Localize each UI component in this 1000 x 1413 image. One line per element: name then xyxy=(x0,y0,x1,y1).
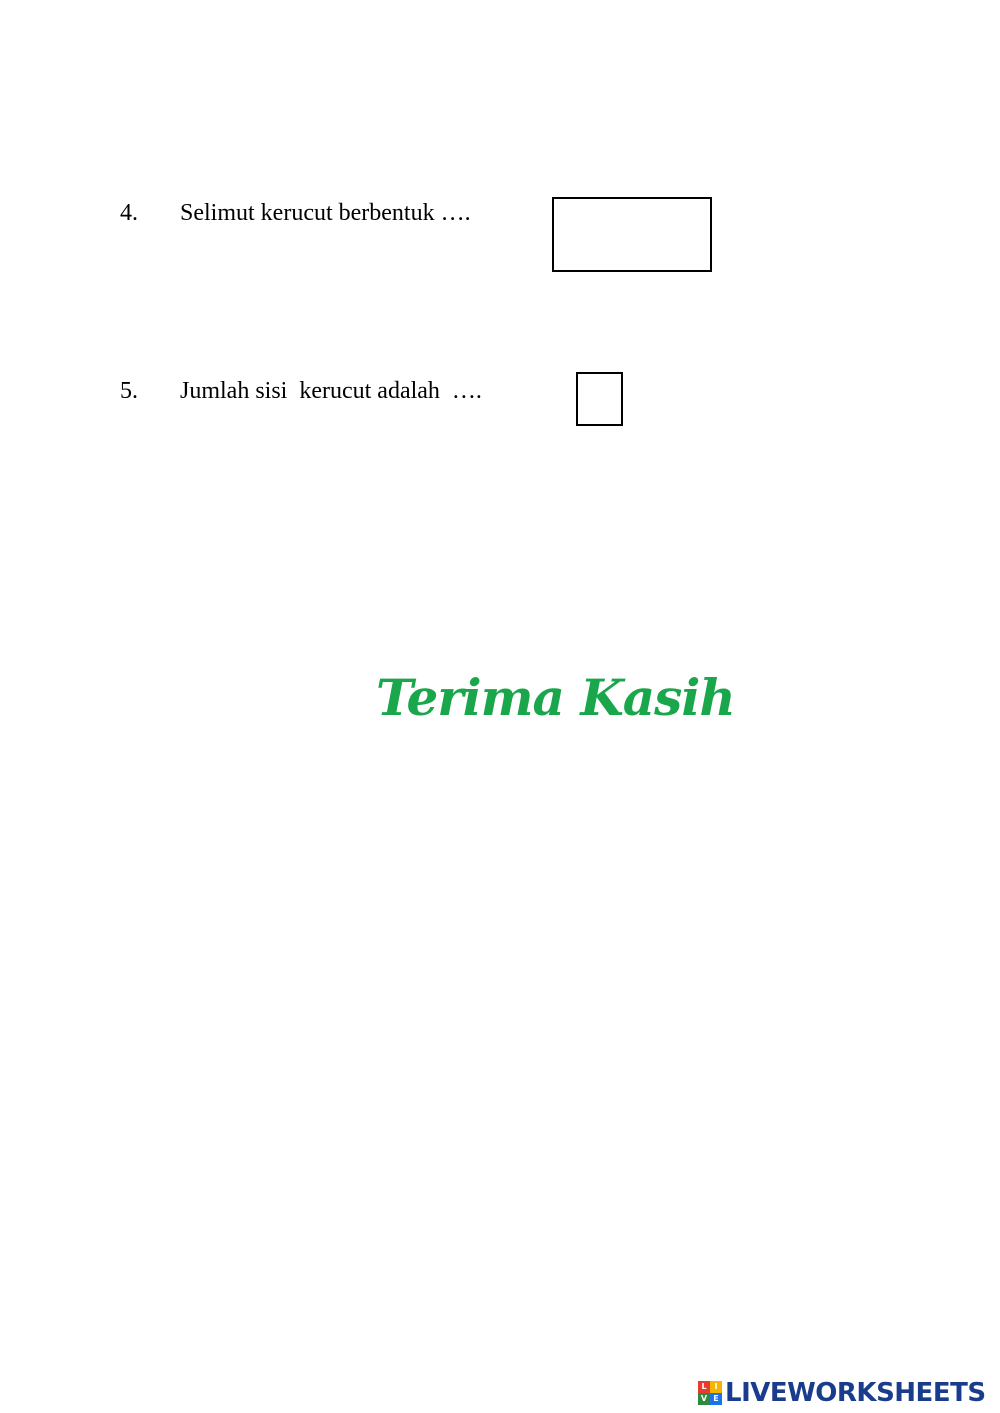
question-5-text: Jumlah sisi kerucut adalah …. xyxy=(180,378,482,404)
liveworksheets-logo-icon xyxy=(698,1381,722,1405)
answer-4-input[interactable] xyxy=(552,197,712,272)
logo-letter: I xyxy=(710,1381,722,1393)
logo-letter: L xyxy=(698,1381,710,1393)
logo-letter: V xyxy=(698,1393,710,1405)
question-5-number: 5. xyxy=(120,378,138,404)
brand-name: LIVEWORKSHEETS xyxy=(725,1378,986,1408)
question-4-number: 4. xyxy=(120,200,138,226)
closing-message: Terima Kasih xyxy=(376,668,735,727)
answer-5-input[interactable] xyxy=(576,372,623,426)
logo-letter: E xyxy=(710,1393,722,1405)
liveworksheets-brand xyxy=(698,1378,986,1408)
question-4-text: Selimut kerucut berbentuk …. xyxy=(180,200,471,226)
